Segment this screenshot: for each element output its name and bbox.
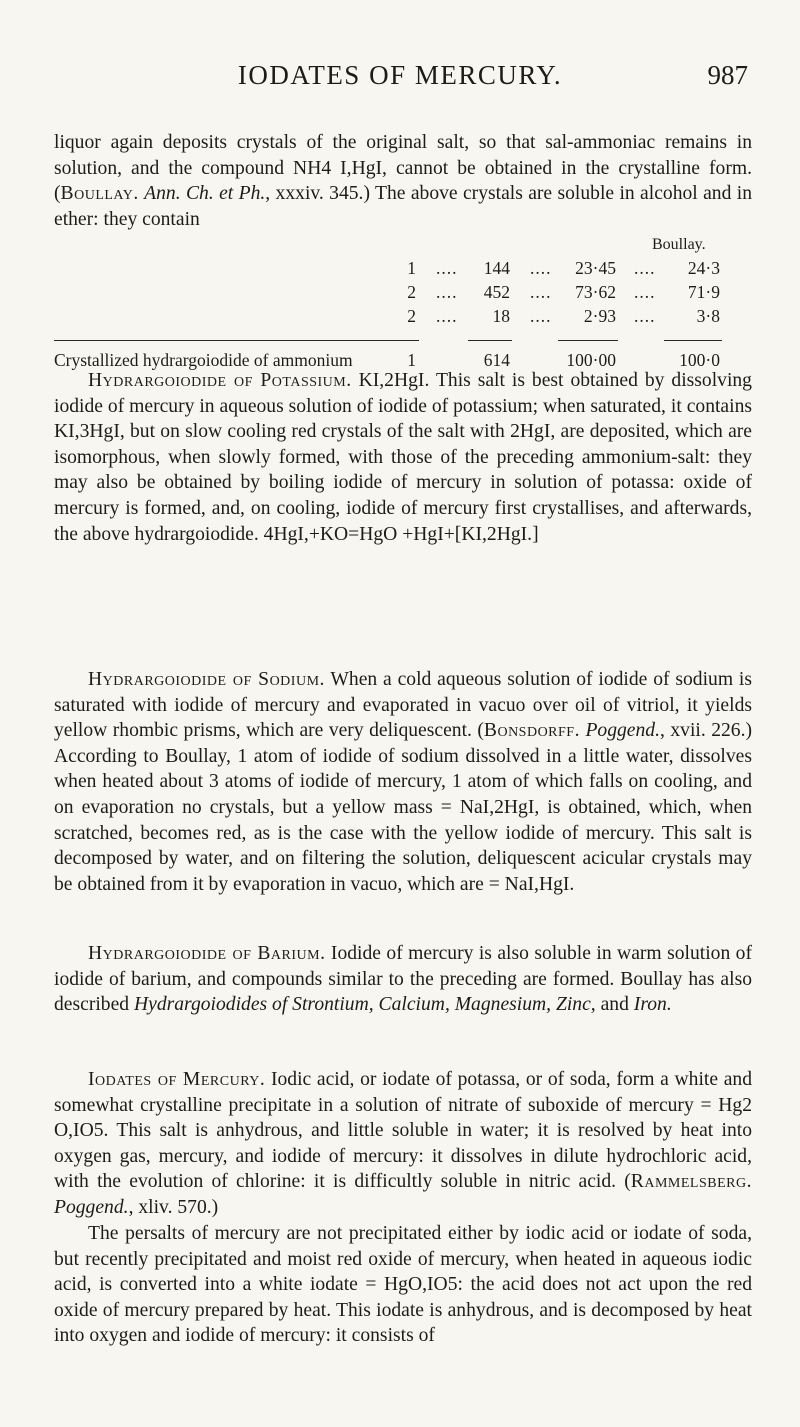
table-rule — [54, 340, 419, 341]
paragraph-text: , xvii. 226.) According to Boullay, 1 atom of iodide of sodium dissolved in a little water, dissolves when heated about 3 atoms of iodide of mercury, 1 atom of which falls on cooling, and on evaporation no crystals, but a yellow mass = NaI,2HgI, is obtained, which, when scratched, becomes red, as is the case with the yellow iodide of mercury. This salt is decomposed by water, and on filtering the solution, deliquescent acicular crystals may be obtained from it by evaporation in vacuo, which are = NaI,HgI. — [54, 720, 753, 895]
leader-dots: .... — [530, 258, 552, 278]
leader-dots: .... — [634, 306, 656, 326]
table-row — [54, 304, 754, 328]
leader-dots: .... — [436, 258, 458, 278]
composition-table — [54, 236, 754, 370]
percent-cell: 2·93 — [583, 306, 616, 326]
section-potassium — [54, 368, 752, 547]
atoms-cell: 1 — [407, 350, 416, 370]
weight-cell: 614 — [483, 350, 510, 370]
section-iodates — [54, 1067, 752, 1221]
table-row — [54, 280, 754, 304]
italic-text: Hydrargoiodides of Strontium, Calcium, Magnesium, Zinc, — [133, 994, 596, 1016]
page-number: 987 — [707, 60, 748, 90]
weight-cell: 452 — [483, 282, 510, 302]
table-row — [54, 256, 754, 280]
table-rule — [468, 340, 512, 341]
paragraph-continuation — [54, 130, 752, 232]
section-heading: Iodates of Mercury. — [88, 1069, 266, 1090]
section-barium — [54, 941, 752, 1018]
leader-dots: .... — [436, 306, 458, 326]
boullay-cell: 3·8 — [696, 306, 720, 326]
paragraph-text: , xliv. 570.) — [128, 1196, 219, 1218]
paragraph-text: and — [595, 994, 634, 1016]
paragraph-text: , xxxiv. 345.) The above crystals are soluble in alcohol and in ether: they contain — [54, 183, 752, 230]
percent-cell: 100·00 — [566, 350, 616, 370]
section-heading: Hydrargoiodide of Barium. — [88, 943, 326, 964]
section-heading: Hydrargoiodide of Potassium. — [88, 370, 352, 391]
section-heading: Hydrargoiodide of Sodium. — [88, 669, 325, 690]
paragraph-text: When a cold aqueous solution of iodide of sodium is saturated with iodide of mercury and evaporated in vacuo over oil of vitriol, it yields yellow rhombic prisms, which are very deliquescent. ( — [54, 669, 752, 742]
leader-dots: .... — [634, 282, 656, 302]
boullay-cell: 24·3 — [687, 258, 720, 278]
leader-dots: .... — [436, 282, 458, 302]
running-title: IODATES OF MERCURY. — [237, 60, 563, 90]
atoms-cell: 1 — [407, 258, 416, 278]
percent-cell: 23·45 — [575, 258, 616, 278]
paragraph-text: Iodic acid, or iodate of potassa, or of soda, form a white and somewhat crystalline precipitate in a solution of nitrate of suboxide of mercury = Hg2 O,IO5. This salt is anhydrous, and little soluble in water; it is resolved by heat into oxygen gas, mercury, and iodide of mercury: it dissolves in dilute hydrochloric acid, with the evolution of chlorine: it is difficultly soluble in nitric acid. ( — [54, 1069, 752, 1193]
table-rule — [664, 340, 722, 341]
row-label: Crystallized hydrargoiodide of ammonium — [54, 350, 353, 370]
section-persalts — [54, 1221, 752, 1349]
journal-citation: Ann. Ch. et Ph. — [144, 183, 266, 205]
section-sodium — [54, 667, 752, 897]
leader-dots: .... — [530, 282, 552, 302]
paragraph-text: Iodide of mercury is also soluble in warm solution of iodide of barium, and compounds similar to the preceding are formed. Boullay has also described — [54, 943, 752, 1016]
author-citation: Rammelsberg. — [630, 1171, 752, 1193]
table-rule — [558, 340, 618, 341]
leader-dots: .... — [634, 258, 656, 278]
author-citation: Boullay. — [60, 183, 139, 205]
atoms-cell: 2 — [407, 306, 416, 326]
percent-cell: 73·62 — [575, 282, 616, 302]
paragraph-text: KI,2HgI. This salt is best obtained by dissolving iodide of mercury in aqueous solution of iodide of potassium; when saturated, it contains KI,3HgI, but on slow cooling red crystals of the salt with 2HgI, are deposited, which are isomorphous, when slowly formed, with those of the preceding ammonium-salt: they may also be obtained by boiling iodide of mercury in solution of potassa: oxide of mercury is formed, and, on cooling, iodide of mercury first crystallises, and afterwards, the above hydrargoiodide. 4HgI,+KO=HgO +HgI+[KI,2HgI.] — [54, 370, 752, 545]
author-citation: Bonsdorff. — [483, 720, 580, 742]
boullay-cell: 100·0 — [679, 350, 720, 370]
italic-text: Iron. — [633, 994, 672, 1016]
leader-dots: .... — [530, 306, 552, 326]
paragraph-text: The persalts of mercury are not precipitated either by iodic acid or iodate of soda, but recently precipitated and moist red oxide of mercury, when heated in aqueous iodic acid, is converted into a white iodate = HgO,IO5: the acid does not act upon the red oxide of mercury prepared by heat. This iodate is anhydrous, and is decomposed by heat into oxygen and iodide of mercury: it consists of — [54, 1223, 752, 1347]
atoms-cell: 2 — [407, 282, 416, 302]
running-head — [0, 60, 800, 100]
boullay-column-header: Boullay. — [652, 236, 706, 253]
journal-citation: Poggend. — [54, 1196, 129, 1218]
paragraph-text: liquor again deposits crystals of the original salt, so that sal-ammoniac remains in solution, and the compound NH4 I,HgI, cannot be obtained in the crystalline form. ( — [54, 132, 752, 205]
weight-cell: 144 — [483, 258, 510, 278]
journal-citation: Poggend. — [585, 720, 661, 742]
boullay-cell: 71·9 — [687, 282, 720, 302]
weight-cell: 18 — [492, 306, 510, 326]
